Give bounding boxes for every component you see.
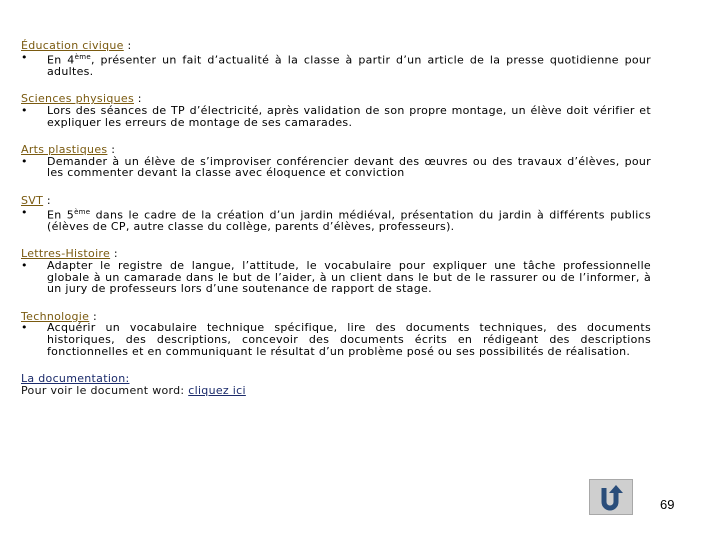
- bullet-icon: •: [21, 50, 28, 64]
- section-arts-plastiques: [21, 144, 651, 179]
- bullet-icon: •: [21, 154, 28, 168]
- return-arrow-icon: [596, 482, 626, 512]
- documentation-line: [21, 385, 651, 397]
- section-heading: [21, 40, 651, 52]
- section-title: Sciences physiques: [21, 92, 134, 106]
- section-title: Technologie: [21, 309, 90, 323]
- documentation-prefix: Pour voir le document word:: [21, 383, 189, 397]
- list-item: [21, 207, 651, 233]
- word-document-link[interactable]: cliquez ici: [188, 383, 246, 397]
- page-number: 69: [660, 497, 675, 512]
- documentation-title: La documentation:: [21, 372, 130, 386]
- list-item: [21, 322, 651, 357]
- section-sciences-physiques: [21, 93, 651, 128]
- section-colon: :: [123, 39, 132, 52]
- section-colon: :: [107, 143, 116, 157]
- return-button[interactable]: [589, 479, 633, 515]
- list-item: [21, 52, 651, 78]
- list-item-text: Adapter le registre de langue, l’attitude, le vocabulaire pour expliquer une tâche professionnelle globale à un camarade dans le but de l’aider, à un client dans le but de le rassurer ou de l’informer, à un jury de professeurs lors d’une soutenance de rapport de stage.: [47, 259, 651, 296]
- bullet-icon: •: [21, 259, 28, 273]
- text-part: dans le cadre de la création d’un jardin médiéval, présentation du jardin à différents publics (élèves de CP, autre classe du collège, parents d’élèves, professeurs).: [47, 208, 651, 233]
- section-education-civique: [21, 40, 651, 77]
- list-item: [21, 105, 651, 128]
- section-heading: [21, 195, 651, 207]
- bullet-icon: •: [21, 205, 28, 219]
- list-item-text: Acquérir un vocabulaire technique spécifique, lire des documents techniques, des documents historiques, des descriptions, concevoir des documents écrits en rédigeant des descriptions fonctionnelles et en communiquant le résultat d’un problème posé ou ses possibilités de réalisation.: [47, 321, 651, 358]
- section-lettres-histoire: [21, 248, 651, 294]
- document-body: [21, 40, 651, 412]
- list-item-text: [47, 52, 651, 78]
- list-item: [21, 260, 651, 295]
- section-title: SVT: [21, 194, 44, 207]
- text-part: , présenter un fait d’actualité à la classe à partir d’un article de la presse quotidienne pour adultes.: [47, 53, 651, 78]
- list-item: [21, 156, 651, 179]
- section-colon: :: [133, 92, 142, 106]
- section-colon: :: [110, 247, 118, 261]
- section-svt: [21, 195, 651, 232]
- bullet-icon: •: [21, 104, 28, 118]
- list-item-text: Lors des séances de TP d’électricité, après validation de son propre montage, un élève doit vérifier et expliquer les erreurs de montage de ses camarades.: [47, 104, 651, 129]
- text-part: En 5: [47, 208, 75, 222]
- text-part: En 4: [47, 53, 75, 67]
- section-title: Éducation civique: [21, 39, 124, 52]
- section-colon: :: [43, 194, 51, 207]
- superscript: ème: [74, 207, 91, 216]
- superscript: ème: [74, 52, 91, 61]
- section-colon: :: [89, 309, 98, 323]
- list-item-text: Demander à un élève de s’improviser conférencier devant des œuvres ou des travaux d’élèves, pour les commenter devant la classe avec éloquence et conviction: [47, 154, 651, 180]
- section-title: Lettres-Histoire: [21, 247, 111, 261]
- list-item-text: [47, 207, 651, 233]
- section-title: Arts plastiques: [21, 143, 108, 157]
- section-documentation: [21, 373, 651, 396]
- bullet-icon: •: [21, 321, 28, 335]
- section-technologie: [21, 311, 651, 357]
